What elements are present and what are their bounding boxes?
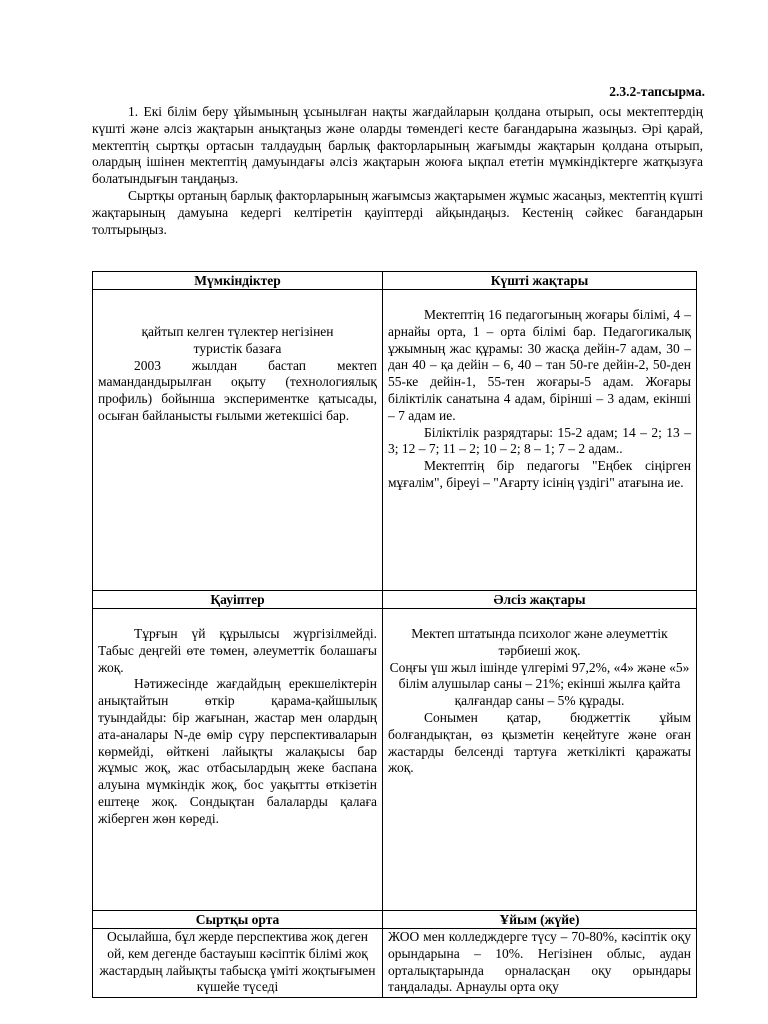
table-row: [93, 290, 697, 591]
threats-cell: [93, 609, 383, 911]
weaknesses-line-1: Мектеп штатында психолог және әлеуметтік тәрбиеші жоқ.: [411, 626, 668, 658]
opportunities-cell: [93, 290, 383, 591]
strengths-cell: [383, 290, 697, 591]
weaknesses-paragraph-3: Сонымен қатар, бюджеттік ұйым болғандықтан, өз қызметін кеңейтуге және оған жастарды белсенді тартуға жеткілікті қаражаты жоқ.: [388, 709, 691, 776]
swot-table: [92, 271, 697, 998]
organization-cell: [383, 929, 697, 998]
task-title: 2.3.2-тапсырма.: [609, 84, 705, 99]
strengths-paragraph-1: Мектептің 16 педагогының жоғары білімі, 4 – арнайы орта, 1 – орта білімі бар. Педагогикалық ұжымның жас құрамы: 30 жасқа дейін-7 адам, 30 – дан 40 – қа дейін – 6, 40 – тан 50-ге дейін-2, 50-ден 55-ке дейін-1, 55-тен жоғары-5 адам. Жоғары біліктілік санатына 4 адам, бірінші – 3 адам, екінші – 7 адам ие.: [388, 307, 691, 423]
task-instructions: [92, 104, 703, 238]
instructions-paragraph-1: 1. Екі білім беру ұйымының ұсынылған нақты жағдайларын қолдана отырып, осы мектептердің күшті және әлсіз жақтарын анықтаңыз және оларды төмендегі кесте бағандарына жазыңыз. Әрі қарай, мектептің сыртқы ортасын талдаудың барлық факторларының жағымды жақтарын қолдана отырып, олардың ішінен мектептің дамуындағы әлсіз жақтарын жоюға ықпал ететін мүмкіндіктерге жатқызуға болатындығын таңдаңыз.: [92, 104, 703, 187]
threats-paragraph-2: Нәтижесінде жағдайдың ерекшеліктерін анықтайтын өткір қарама-қайшылық туындайды: бір жағынан, жастар мен олардың ата-аналары N-де өмір сүру перспективаларын көрмейді, өйткені лайықты жалақысы бар жұмыс жоқ, жас отбасылардың жеке баспана алуына мүмкіндік жоқ, бос уақытты өткізетін ештеңе жоқ. Сондықтан балаларды қалаға жіберген жөн көреді.: [98, 676, 377, 826]
organization-text: ЖОО мен колледждерге түсу – 70-80%, кәсіптік оқу орындарына – 10%. Негізінен облыс, аудан орталықтарында орналасқан оқу орындары таңдалады. Арнаулы орта оқу: [388, 929, 691, 995]
opportunities-paragraph: 2003 жылдан бастап мектеп мамандандырылған оқыту (технологиялық профиль) бойынша экспериментке қатысады, осыған байланысты ғылыми жетекшісі бар.: [98, 357, 377, 423]
strengths-paragraph-2: Біліктілік разрядтары: 15-2 адам; 14 – 2; 13 – 3; 12 – 7; 11 – 2; 10 – 2; 8 – 1; 7 – 2 адам..: [388, 424, 691, 457]
external-text: Осылайша, бұл жерде перспектива жоқ деген ой, кем дегенде бастауыш кәсіптік білімі жоқ жастардың лайықты табысқа үміті жоқтығымен күшейе түседі: [99, 929, 376, 995]
weaknesses-line-2: Соңғы үш жыл ішінде үлгерімі 97,2%, «4» және «5» білім алушылар саны – 21%; екінші жылға қайта қалғандар саны – 5% құрады.: [389, 659, 690, 709]
instructions-paragraph-2: Сыртқы ортаның барлық факторларының жағымсыз жақтарымен жұмыс жасаңыз, мектептің күшті жақтарының дамуына кедергі келтіретін қауіптерді айқындаңыз. Кестенің сәйкес бағандарын толтырыңыз.: [92, 187, 703, 237]
table-header-row: [93, 591, 697, 609]
threats-paragraph-1: Тұрғын үй құрылысы жүргізілмейді. Табыс деңгейі өте төмен, әлеуметтік болашағы жоқ.: [98, 626, 377, 675]
strengths-header: Күшті жақтары: [383, 272, 697, 290]
external-header: Сыртқы орта: [93, 911, 383, 929]
table-row: [93, 929, 697, 998]
external-cell: [93, 929, 383, 998]
table-header-row: [93, 911, 697, 929]
opportunities-header: Мүмкіндіктер: [93, 272, 383, 290]
weaknesses-header: Әлсіз жақтары: [383, 591, 697, 609]
threats-header: Қауіптер: [93, 591, 383, 609]
organization-header: Ұйым (жүйе): [383, 911, 697, 929]
strengths-paragraph-3: Мектептің бір педагогы "Еңбек сіңірген мұғалім", біреуі – "Ағарту ісінің үздігі" атағына ие.: [388, 458, 691, 490]
table-header-row: [93, 272, 697, 290]
table-row: [93, 609, 697, 911]
weaknesses-cell: [383, 609, 697, 911]
opportunities-line: қайтып келген түлектер негізінен туристік базаға: [141, 324, 334, 356]
